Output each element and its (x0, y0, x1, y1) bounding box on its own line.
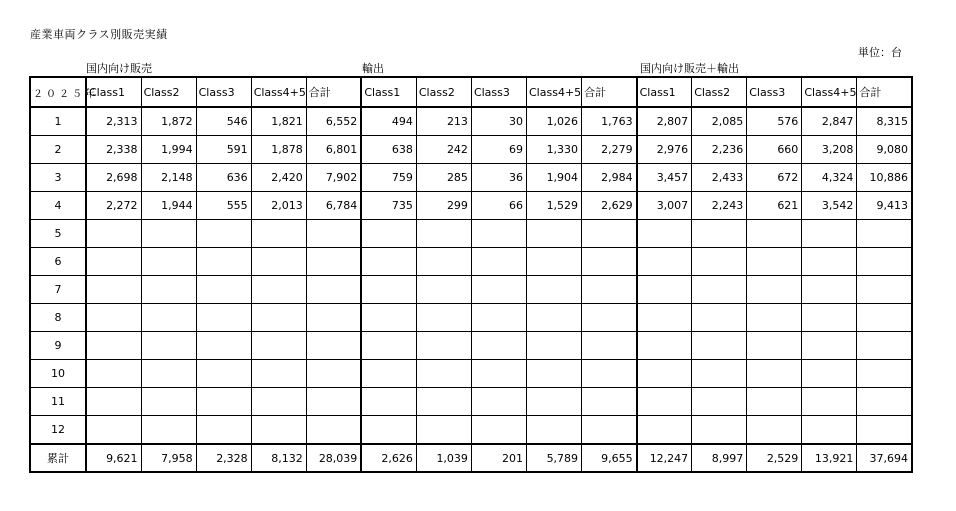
value-cell: 242 (416, 136, 471, 164)
value-cell: 1,529 (527, 192, 582, 220)
value-cell: 576 (747, 107, 802, 136)
value-cell (582, 360, 637, 388)
value-cell (582, 332, 637, 360)
value-cell (361, 276, 416, 304)
value-cell: 555 (196, 192, 251, 220)
value-cell (306, 360, 361, 388)
value-cell (141, 388, 196, 416)
value-cell (747, 360, 802, 388)
value-cell (416, 248, 471, 276)
value-cell: 546 (196, 107, 251, 136)
value-cell (416, 416, 471, 445)
value-cell (416, 220, 471, 248)
group-label-domestic: 国内向け販売 (86, 62, 152, 75)
value-cell (802, 388, 857, 416)
value-cell (802, 416, 857, 445)
value-cell (692, 276, 747, 304)
value-cell (637, 332, 692, 360)
value-cell (582, 248, 637, 276)
column-header-cell: Class1 (86, 77, 141, 107)
value-cell (86, 248, 141, 276)
value-cell (251, 220, 306, 248)
value-cell (802, 248, 857, 276)
column-header-cell: 合計 (857, 77, 912, 107)
value-cell (416, 304, 471, 332)
value-cell (747, 388, 802, 416)
table-row (30, 136, 912, 164)
value-cell: 1,026 (527, 107, 582, 136)
value-cell (692, 388, 747, 416)
value-cell: 735 (361, 192, 416, 220)
value-cell (306, 388, 361, 416)
unit-label: 単位：台 (858, 46, 902, 59)
year-header-cell: ２０２５年 (30, 77, 86, 107)
total-label-cell: 累計 (30, 444, 86, 472)
value-cell: 660 (747, 136, 802, 164)
total-value-cell: 1,039 (416, 444, 471, 472)
column-header-cell: Class2 (416, 77, 471, 107)
value-cell (471, 220, 526, 248)
column-header-cell: Class3 (747, 77, 802, 107)
value-cell (637, 416, 692, 445)
value-cell: 638 (361, 136, 416, 164)
value-cell (692, 304, 747, 332)
value-cell (141, 360, 196, 388)
value-cell: 2,420 (251, 164, 306, 192)
value-cell (692, 220, 747, 248)
table-row (30, 276, 912, 304)
value-cell (637, 388, 692, 416)
value-cell (637, 360, 692, 388)
value-cell (196, 388, 251, 416)
value-cell: 2,313 (86, 107, 141, 136)
value-cell (251, 360, 306, 388)
value-cell: 621 (747, 192, 802, 220)
table-row (30, 192, 912, 220)
table-row (30, 248, 912, 276)
column-header-cell: Class2 (692, 77, 747, 107)
value-cell (86, 416, 141, 445)
table-row (30, 220, 912, 248)
value-cell (196, 248, 251, 276)
value-cell (471, 360, 526, 388)
value-cell: 1,330 (527, 136, 582, 164)
value-cell (141, 332, 196, 360)
value-cell (527, 248, 582, 276)
value-cell: 8,315 (857, 107, 912, 136)
value-cell (527, 388, 582, 416)
value-cell: 2,976 (637, 136, 692, 164)
value-cell: 6,801 (306, 136, 361, 164)
value-cell (306, 416, 361, 445)
value-cell: 1,944 (141, 192, 196, 220)
value-cell (582, 276, 637, 304)
value-cell (582, 304, 637, 332)
value-cell: 7,902 (306, 164, 361, 192)
total-value-cell: 28,039 (306, 444, 361, 472)
value-cell: 2,279 (582, 136, 637, 164)
value-cell (802, 332, 857, 360)
month-cell: 12 (30, 416, 86, 445)
value-cell (582, 416, 637, 445)
value-cell: 3,457 (637, 164, 692, 192)
value-cell (86, 332, 141, 360)
value-cell: 1,872 (141, 107, 196, 136)
value-cell: 2,338 (86, 136, 141, 164)
column-header-cell: Class1 (637, 77, 692, 107)
table-row (30, 332, 912, 360)
value-cell (802, 360, 857, 388)
table-row (30, 388, 912, 416)
value-cell (527, 332, 582, 360)
table-row (30, 416, 912, 445)
value-cell: 2,272 (86, 192, 141, 220)
value-cell (747, 220, 802, 248)
value-cell (86, 360, 141, 388)
value-cell (251, 388, 306, 416)
month-cell: 6 (30, 248, 86, 276)
value-cell: 672 (747, 164, 802, 192)
value-cell (747, 248, 802, 276)
month-cell: 2 (30, 136, 86, 164)
value-cell: 2,847 (802, 107, 857, 136)
value-cell: 9,413 (857, 192, 912, 220)
value-cell: 36 (471, 164, 526, 192)
value-cell (86, 388, 141, 416)
total-value-cell: 8,132 (251, 444, 306, 472)
total-value-cell: 9,655 (582, 444, 637, 472)
value-cell: 2,629 (582, 192, 637, 220)
value-cell: 1,904 (527, 164, 582, 192)
value-cell (141, 220, 196, 248)
value-cell: 3,542 (802, 192, 857, 220)
value-cell (857, 304, 912, 332)
value-cell (251, 276, 306, 304)
value-cell (747, 416, 802, 445)
sales-table-body (30, 77, 912, 472)
value-cell (527, 416, 582, 445)
value-cell (692, 360, 747, 388)
total-row (30, 444, 912, 472)
value-cell (196, 416, 251, 445)
value-cell (196, 332, 251, 360)
total-value-cell: 201 (471, 444, 526, 472)
value-cell (196, 276, 251, 304)
column-header-cell: 合計 (306, 77, 361, 107)
value-cell: 30 (471, 107, 526, 136)
total-value-cell: 37,694 (857, 444, 912, 472)
value-cell: 1,878 (251, 136, 306, 164)
column-header-cell: 合計 (582, 77, 637, 107)
value-cell: 66 (471, 192, 526, 220)
value-cell (857, 276, 912, 304)
value-cell: 4,324 (802, 164, 857, 192)
value-cell (306, 248, 361, 276)
value-cell (471, 304, 526, 332)
value-cell: 494 (361, 107, 416, 136)
value-cell (361, 332, 416, 360)
value-cell: 6,552 (306, 107, 361, 136)
value-cell: 2,984 (582, 164, 637, 192)
value-cell: 1,763 (582, 107, 637, 136)
month-cell: 8 (30, 304, 86, 332)
value-cell: 299 (416, 192, 471, 220)
value-cell (637, 248, 692, 276)
value-cell (471, 248, 526, 276)
value-cell (857, 388, 912, 416)
total-value-cell: 2,626 (361, 444, 416, 472)
column-header-cell: Class1 (361, 77, 416, 107)
month-cell: 9 (30, 332, 86, 360)
value-cell (527, 360, 582, 388)
value-cell (471, 388, 526, 416)
month-cell: 5 (30, 220, 86, 248)
value-cell (416, 332, 471, 360)
total-value-cell: 2,328 (196, 444, 251, 472)
value-cell (527, 304, 582, 332)
table-row (30, 164, 912, 192)
value-cell (692, 248, 747, 276)
group-label-combined: 国内向け販売＋輸出 (640, 62, 739, 75)
value-cell (857, 332, 912, 360)
value-cell (416, 276, 471, 304)
value-cell: 2,013 (251, 192, 306, 220)
value-cell (857, 416, 912, 445)
value-cell (747, 332, 802, 360)
document-title: 産業車両クラス別販売実績 (30, 28, 168, 41)
value-cell (86, 304, 141, 332)
value-cell (416, 360, 471, 388)
value-cell (361, 416, 416, 445)
month-cell: 11 (30, 388, 86, 416)
total-value-cell: 8,997 (692, 444, 747, 472)
value-cell (692, 416, 747, 445)
value-cell: 9,080 (857, 136, 912, 164)
value-cell (306, 332, 361, 360)
value-cell (637, 276, 692, 304)
value-cell (251, 248, 306, 276)
column-header-cell: Class3 (471, 77, 526, 107)
group-label-export: 輸出 (362, 62, 384, 75)
value-cell (857, 248, 912, 276)
value-cell (306, 304, 361, 332)
value-cell (471, 276, 526, 304)
value-cell (747, 304, 802, 332)
column-header-cell: Class3 (196, 77, 251, 107)
sales-table (29, 76, 913, 473)
value-cell: 2,433 (692, 164, 747, 192)
value-cell (802, 276, 857, 304)
value-cell (471, 332, 526, 360)
value-cell (582, 220, 637, 248)
value-cell: 2,148 (141, 164, 196, 192)
value-cell: 1,994 (141, 136, 196, 164)
value-cell: 10,886 (857, 164, 912, 192)
value-cell (141, 276, 196, 304)
value-cell (802, 304, 857, 332)
month-cell: 7 (30, 276, 86, 304)
value-cell (86, 220, 141, 248)
value-cell: 759 (361, 164, 416, 192)
value-cell: 591 (196, 136, 251, 164)
value-cell (141, 416, 196, 445)
value-cell (251, 332, 306, 360)
value-cell (582, 388, 637, 416)
value-cell (416, 388, 471, 416)
value-cell (141, 248, 196, 276)
value-cell: 636 (196, 164, 251, 192)
value-cell (251, 304, 306, 332)
value-cell (857, 220, 912, 248)
total-value-cell: 7,958 (141, 444, 196, 472)
value-cell: 285 (416, 164, 471, 192)
value-cell: 2,085 (692, 107, 747, 136)
value-cell (141, 304, 196, 332)
month-cell: 3 (30, 164, 86, 192)
value-cell (747, 276, 802, 304)
value-cell: 2,698 (86, 164, 141, 192)
value-cell (361, 220, 416, 248)
value-cell: 2,243 (692, 192, 747, 220)
value-cell (306, 220, 361, 248)
value-cell (527, 276, 582, 304)
value-cell (857, 360, 912, 388)
month-cell: 10 (30, 360, 86, 388)
header-row (30, 77, 912, 107)
month-cell: 4 (30, 192, 86, 220)
total-value-cell: 13,921 (802, 444, 857, 472)
total-value-cell: 2,529 (747, 444, 802, 472)
value-cell (361, 360, 416, 388)
total-value-cell: 12,247 (637, 444, 692, 472)
value-cell: 3,208 (802, 136, 857, 164)
value-cell (692, 332, 747, 360)
value-cell (251, 416, 306, 445)
value-cell: 2,807 (637, 107, 692, 136)
value-cell (306, 276, 361, 304)
value-cell (196, 220, 251, 248)
value-cell: 1,821 (251, 107, 306, 136)
value-cell (196, 360, 251, 388)
value-cell (361, 248, 416, 276)
column-header-cell: Class4+5 (802, 77, 857, 107)
table-row (30, 304, 912, 332)
value-cell (637, 304, 692, 332)
value-cell (361, 388, 416, 416)
month-cell: 1 (30, 107, 86, 136)
value-cell (86, 276, 141, 304)
value-cell: 213 (416, 107, 471, 136)
column-header-cell: Class4+5 (251, 77, 306, 107)
total-value-cell: 5,789 (527, 444, 582, 472)
value-cell (637, 220, 692, 248)
table-row (30, 360, 912, 388)
value-cell: 3,007 (637, 192, 692, 220)
value-cell (471, 416, 526, 445)
value-cell (802, 220, 857, 248)
value-cell (527, 220, 582, 248)
value-cell: 2,236 (692, 136, 747, 164)
total-value-cell: 9,621 (86, 444, 141, 472)
value-cell (361, 304, 416, 332)
value-cell (196, 304, 251, 332)
value-cell: 69 (471, 136, 526, 164)
table-row (30, 107, 912, 136)
column-header-cell: Class2 (141, 77, 196, 107)
value-cell: 6,784 (306, 192, 361, 220)
column-header-cell: Class4+5 (527, 77, 582, 107)
